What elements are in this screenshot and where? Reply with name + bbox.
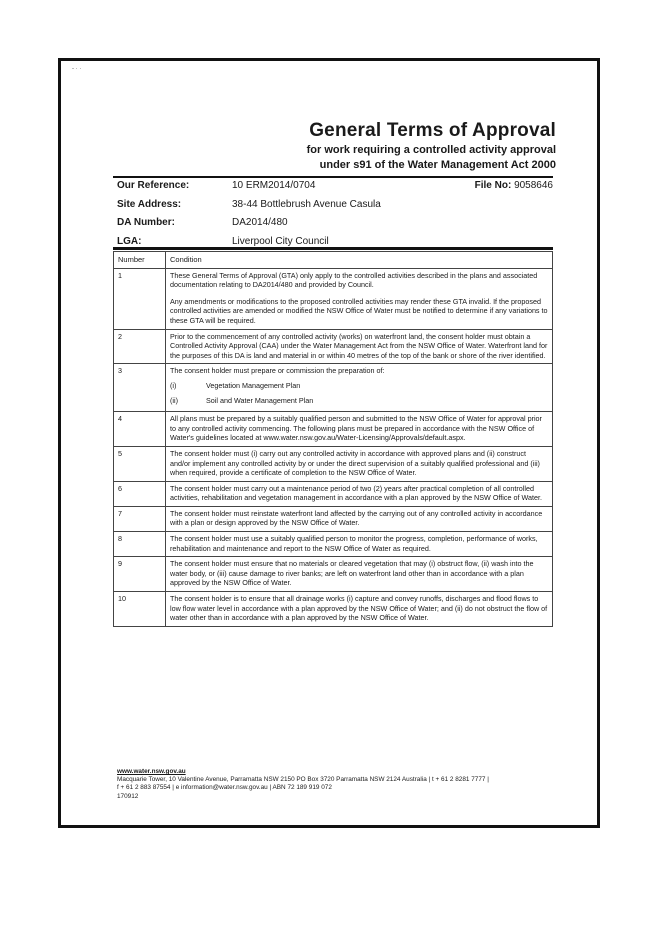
- document-title-block: [307, 120, 556, 172]
- condition-text: The consent holder must use a suitably qualified person to monitor the progress, completion, performance of works, rehabilitation and maintenance and report to the NSW Office of Water as required.: [166, 532, 553, 557]
- site-address-value: 38-44 Bottlebrush Avenue Casula: [232, 198, 381, 210]
- condition-number: 1: [114, 268, 166, 329]
- table-row: [114, 268, 553, 329]
- our-reference-label: Our Reference:: [117, 180, 190, 191]
- table-row: [114, 481, 553, 506]
- table-row: [114, 557, 553, 592]
- list-item: [170, 381, 548, 391]
- condition-text: The consent holder must ensure that no materials or cleared vegetation that may (i) obstruct flow, (ii) wash into the water body, or (iii) cause damage to river banks; are left on waterfront land other than in accordance with a plan approved by the NSW Office of Water.: [166, 557, 553, 592]
- file-no-label: File No:: [474, 180, 512, 191]
- da-number-value: DA2014/480: [232, 217, 288, 228]
- da-number-label: DA Number:: [117, 217, 175, 228]
- condition-text: [166, 364, 553, 412]
- list-item-text: Soil and Water Management Plan: [206, 395, 314, 405]
- page-footer: [117, 768, 489, 801]
- condition-number: 8: [114, 532, 166, 557]
- list-item-number: (ii): [170, 395, 178, 405]
- condition-number: 3: [114, 364, 166, 412]
- condition-text: Prior to the commencement of any controlled activity (works) on waterfront land, the consent holder must obtain a Controlled Activity Approval (CAA) under the Water Management Act from the NSW Office of Water. Waterfront land for the purposes of this DA is land and material in or within 40 metres of the top of the bank or shore of the river identified.: [166, 329, 553, 364]
- scan-speck: - · ·: [72, 66, 82, 72]
- condition-number: 5: [114, 446, 166, 481]
- site-address-label: Site Address:: [117, 198, 182, 210]
- document-subtitle-1: for work requiring a controlled activity approval: [306, 144, 556, 156]
- condition-number: 10: [114, 592, 166, 627]
- condition-text: All plans must be prepared by a suitably qualified person and submitted to the NSW Office of Water for approval prior to any controlled activity commencing. The following plans must be prepared in accordance with the NSW Office of Water's guidelines located at www.water.nsw.gov.au/Water-Licensing/Approvals/default.aspx.: [166, 412, 553, 447]
- lga-value: Liverpool City Council: [232, 235, 329, 247]
- table-row: [114, 532, 553, 557]
- condition-number: 7: [114, 506, 166, 531]
- document-subtitle-2: under s91 of the Water Management Act 2000: [319, 159, 556, 171]
- condition-text: The consent holder must (i) carry out any controlled activity in accordance with approved plans and (ii) construct and/or implement any controlled activity by or under the direct supervision of a suitably qualified professional and (iii) when required, provide a certificate of completion to the NSW Office of Water.: [166, 446, 553, 481]
- conditions-table: [113, 251, 553, 627]
- footer-form-code: 170912: [117, 792, 139, 800]
- footer-website-link[interactable]: www.water.nsw.gov.au: [117, 768, 186, 775]
- table-row: [114, 329, 553, 364]
- condition-text: The consent holder must carry out a maintenance period of two (2) years after practical completion of all controlled activities, rehabilitation and vegetation management in accordance with a plan approved by the NSW Office of Water.: [166, 481, 553, 506]
- header-rule-top: [113, 176, 553, 178]
- condition-paragraph: Any amendments or modifications to the proposed controlled activities may render these GTA invalid. If the proposed controlled activities are amended or modified the NSW Office of Water must be notified to determine if any variations to these GTA will be required.: [170, 296, 548, 325]
- list-item-text: Vegetation Management Plan: [206, 380, 301, 390]
- lga-label: LGA:: [117, 235, 142, 247]
- condition-paragraph: These General Terms of Approval (GTA) only apply to the controlled activities described in the plans and associated documentation relating to DA2014/480 and provided by Council.: [170, 270, 538, 290]
- condition-number: 6: [114, 481, 166, 506]
- condition-paragraph: The consent holder must prepare or commission the preparation of:: [170, 366, 385, 376]
- our-reference-value: 10 ERM2014/0704: [232, 180, 316, 191]
- list-item: [170, 396, 548, 406]
- condition-number: 4: [114, 412, 166, 447]
- column-header-number: Number: [114, 252, 166, 269]
- condition-number: 9: [114, 557, 166, 592]
- reference-block: [117, 180, 553, 254]
- column-header-condition: Condition: [166, 252, 553, 269]
- table-row: [114, 506, 553, 531]
- condition-text: [166, 268, 553, 329]
- table-header-row: [114, 252, 553, 269]
- table-row: [114, 446, 553, 481]
- document-title: General Terms of Approval: [309, 120, 556, 141]
- table-row: [114, 364, 553, 412]
- footer-address: Macquarie Tower, 10 Valentine Avenue, Parramatta NSW 2150 PO Box 3720 Parramatta NSW 2124 Australia | t + 61 2 8281 7777 |: [117, 776, 489, 784]
- condition-text: The consent holder is to ensure that all drainage works (i) capture and convey runoffs, discharges and flood flows to low flow water level in accordance with a plan approved by the NSW Office of Water; and (ii) do not obstruct the flow of water other than in accordance with a plan approved by the NSW Office of Water.: [166, 592, 553, 627]
- condition-text: The consent holder must reinstate waterfront land affected by the carrying out of any controlled activity in accordance with a plan or design approved by the NSW Office of Water.: [166, 506, 553, 531]
- table-row: [114, 592, 553, 627]
- header-rule-bottom: [113, 247, 553, 250]
- condition-number: 2: [114, 329, 166, 364]
- table-row: [114, 412, 553, 447]
- list-item-number: (i): [170, 380, 177, 390]
- footer-contact: f + 61 2 883 87554 | e information@water.nsw.gov.au | ABN 72 189 919 072: [117, 784, 332, 792]
- file-no-value: 9058646: [514, 180, 553, 191]
